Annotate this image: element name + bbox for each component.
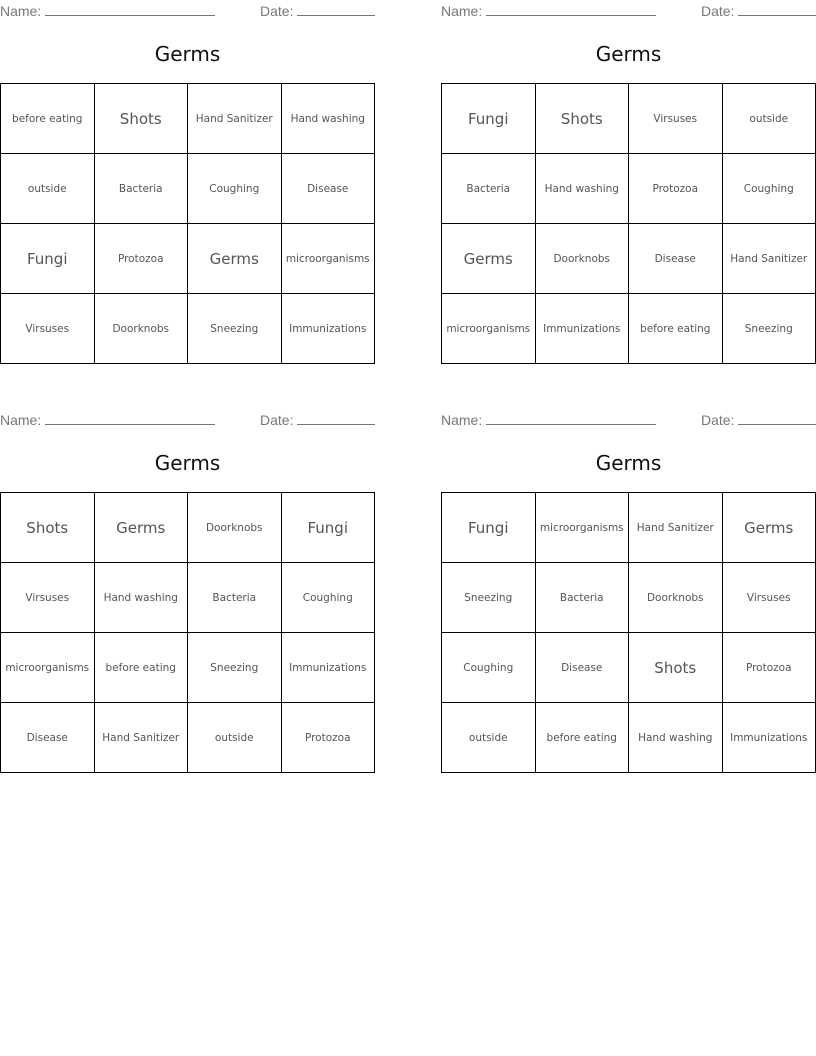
bingo-cell[interactable]: Disease	[1, 703, 95, 773]
bingo-cell[interactable]: Hand washing	[535, 154, 629, 224]
bingo-grid	[0, 83, 375, 364]
name-field	[0, 2, 215, 19]
bingo-cell[interactable]: Virsuses	[722, 563, 816, 633]
bingo-cell[interactable]: Germs	[188, 224, 282, 294]
grid-row	[1, 224, 375, 294]
name-label: Name:	[0, 3, 42, 19]
card-title: Germs	[595, 451, 662, 475]
card-header	[441, 411, 816, 429]
bingo-cell[interactable]: Doorknobs	[94, 294, 188, 364]
name-blank-line[interactable]	[45, 411, 215, 425]
name-blank-line[interactable]	[486, 411, 656, 425]
name-label: Name:	[0, 412, 42, 428]
bingo-cell[interactable]: Virsuses	[1, 563, 95, 633]
date-label: Date:	[701, 412, 735, 428]
bingo-cell[interactable]: before eating	[629, 294, 723, 364]
grid-row	[442, 224, 816, 294]
bingo-cell[interactable]: Protozoa	[722, 633, 816, 703]
bingo-cell[interactable]: Disease	[281, 154, 375, 224]
bingo-grid	[0, 492, 375, 773]
bingo-cell[interactable]: microorganisms	[1, 633, 95, 703]
bingo-cell[interactable]: Bacteria	[94, 154, 188, 224]
bingo-cell[interactable]: Immunizations	[535, 294, 629, 364]
bingo-cell[interactable]: Hand washing	[629, 703, 723, 773]
date-blank-line[interactable]	[738, 2, 816, 16]
bingo-cell[interactable]: Immunizations	[281, 633, 375, 703]
bingo-cell[interactable]: Germs	[442, 224, 536, 294]
grid-row	[442, 294, 816, 364]
bingo-cell[interactable]: before eating	[1, 84, 95, 154]
bingo-cell[interactable]: Fungi	[1, 224, 95, 294]
bingo-cell[interactable]: Sneezing	[188, 633, 282, 703]
bingo-cell[interactable]: microorganisms	[535, 493, 629, 563]
bingo-cell[interactable]: Sneezing	[722, 294, 816, 364]
bingo-cell[interactable]: Shots	[629, 633, 723, 703]
name-field	[0, 411, 215, 428]
bingo-cell[interactable]: outside	[722, 84, 816, 154]
bingo-cell[interactable]: Coughing	[281, 563, 375, 633]
bingo-cell[interactable]: Doorknobs	[535, 224, 629, 294]
bingo-cell[interactable]: Coughing	[442, 633, 536, 703]
bingo-cell[interactable]: outside	[1, 154, 95, 224]
date-field	[701, 411, 816, 428]
name-label: Name:	[441, 3, 483, 19]
bingo-cell[interactable]: Hand Sanitizer	[629, 493, 723, 563]
bingo-cell[interactable]: Shots	[535, 84, 629, 154]
bingo-cell[interactable]: Germs	[94, 493, 188, 563]
date-label: Date:	[260, 3, 294, 19]
bingo-cell[interactable]: Protozoa	[281, 703, 375, 773]
date-field	[260, 2, 375, 19]
date-blank-line[interactable]	[297, 411, 375, 425]
grid-row	[1, 294, 375, 364]
bingo-cell[interactable]: Sneezing	[442, 563, 536, 633]
date-blank-line[interactable]	[297, 2, 375, 16]
bingo-cell[interactable]: Doorknobs	[629, 563, 723, 633]
bingo-cell[interactable]: Fungi	[281, 493, 375, 563]
date-label: Date:	[260, 412, 294, 428]
grid-row	[442, 493, 816, 563]
bingo-cell[interactable]: Fungi	[442, 84, 536, 154]
grid-row	[1, 84, 375, 154]
card-title: Germs	[154, 451, 221, 475]
bingo-cell[interactable]: Fungi	[442, 493, 536, 563]
bingo-grid	[441, 492, 816, 773]
name-field	[441, 2, 656, 19]
bingo-cell[interactable]: Bacteria	[188, 563, 282, 633]
bingo-cell[interactable]: before eating	[535, 703, 629, 773]
grid-row	[1, 703, 375, 773]
bingo-cell[interactable]: Protozoa	[94, 224, 188, 294]
bingo-cell[interactable]: microorganisms	[442, 294, 536, 364]
grid-row	[1, 154, 375, 224]
bingo-cell[interactable]: Coughing	[722, 154, 816, 224]
bingo-cell[interactable]: microorganisms	[281, 224, 375, 294]
grid-row	[1, 493, 375, 563]
card-header	[0, 411, 375, 429]
bingo-cell[interactable]: Disease	[535, 633, 629, 703]
grid-row	[442, 703, 816, 773]
date-field	[701, 2, 816, 19]
bingo-cell[interactable]: Disease	[629, 224, 723, 294]
bingo-cell[interactable]: Sneezing	[188, 294, 282, 364]
name-blank-line[interactable]	[45, 2, 215, 16]
bingo-cell[interactable]: Protozoa	[629, 154, 723, 224]
grid-row	[442, 154, 816, 224]
bingo-cell[interactable]: Immunizations	[722, 703, 816, 773]
bingo-grid	[441, 83, 816, 364]
date-label: Date:	[701, 3, 735, 19]
bingo-cell[interactable]: Hand Sanitizer	[188, 84, 282, 154]
card-title: Germs	[154, 42, 221, 66]
bingo-cell[interactable]: before eating	[94, 633, 188, 703]
bingo-cell[interactable]: Hand washing	[94, 563, 188, 633]
date-blank-line[interactable]	[738, 411, 816, 425]
bingo-cell[interactable]: Virsuses	[1, 294, 95, 364]
grid-row	[1, 563, 375, 633]
card-header	[0, 2, 375, 20]
grid-row	[442, 563, 816, 633]
card-header	[441, 2, 816, 20]
name-label: Name:	[441, 412, 483, 428]
bingo-cell[interactable]: outside	[442, 703, 536, 773]
bingo-cell[interactable]: Hand Sanitizer	[94, 703, 188, 773]
date-field	[260, 411, 375, 428]
name-field	[441, 411, 656, 428]
bingo-cell[interactable]: Coughing	[188, 154, 282, 224]
bingo-cell[interactable]: Hand washing	[281, 84, 375, 154]
grid-row	[1, 633, 375, 703]
bingo-cell[interactable]: Doorknobs	[188, 493, 282, 563]
name-blank-line[interactable]	[486, 2, 656, 16]
bingo-cell[interactable]: Shots	[1, 493, 95, 563]
bingo-cell[interactable]: Immunizations	[281, 294, 375, 364]
bingo-cell[interactable]: outside	[188, 703, 282, 773]
grid-row	[442, 633, 816, 703]
card-title: Germs	[595, 42, 662, 66]
grid-row	[442, 84, 816, 154]
bingo-cell[interactable]: Germs	[722, 493, 816, 563]
bingo-cell[interactable]: Bacteria	[442, 154, 536, 224]
bingo-cell[interactable]: Shots	[94, 84, 188, 154]
bingo-cell[interactable]: Virsuses	[629, 84, 723, 154]
bingo-cell[interactable]: Hand Sanitizer	[722, 224, 816, 294]
bingo-cell[interactable]: Bacteria	[535, 563, 629, 633]
